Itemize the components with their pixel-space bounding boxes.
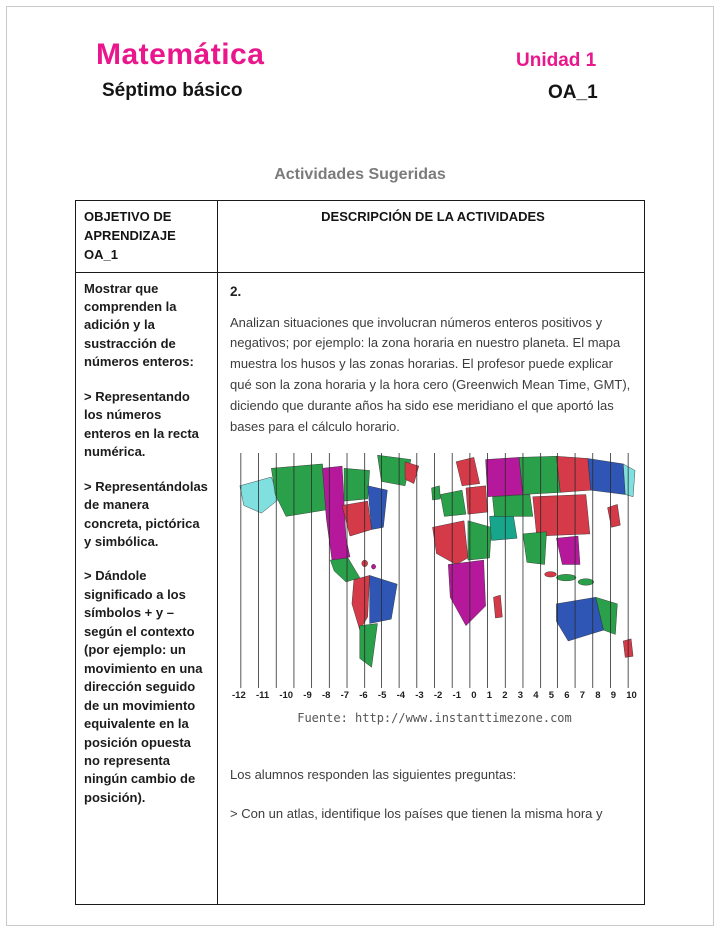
activities-table <box>75 200 645 905</box>
oa-code: OA_1 <box>548 82 598 103</box>
tick-label: 3 <box>517 690 523 702</box>
unit-label: Unidad 1 <box>516 50 597 71</box>
section-title: Actividades Sugeridas <box>274 166 446 183</box>
tick-label: -2 <box>433 690 443 702</box>
objective-cell <box>76 272 218 904</box>
tick-label: 8 <box>595 690 601 702</box>
objective-header-cell: OBJETIVO DE APRENDIZAJE OA_1 <box>76 201 218 273</box>
world-map-graphic <box>232 453 637 688</box>
tick-label: 7 <box>579 690 585 702</box>
tick-label: 1 <box>486 690 492 702</box>
tick-label: 5 <box>548 690 554 702</box>
activity-number: 2. <box>230 283 242 299</box>
tick-label: 0 <box>471 690 477 702</box>
tick-label: -9 <box>303 690 312 702</box>
questions-intro: Los alumnos responden las siguientes preguntas: <box>230 767 517 783</box>
table-header-row <box>76 201 645 273</box>
tick-label: -7 <box>340 690 350 702</box>
description-header-cell: DESCRIPCIÓN DE LA ACTIVIDADES <box>218 201 645 273</box>
tick-label: -3 <box>415 690 424 702</box>
tick-label: -12 <box>232 690 246 702</box>
objective-intro: Mostrar que comprenden la adición y la sustracción de números enteros: <box>84 280 194 370</box>
tick-label: 9 <box>610 690 616 702</box>
question-item: > Con un atlas, identifique los países que tienen la misma hora y <box>230 806 603 822</box>
page-subtitle: Séptimo básico <box>102 80 243 101</box>
tick-label: -8 <box>321 690 331 702</box>
tick-label: 4 <box>533 690 539 702</box>
tick-label: -5 <box>377 690 387 702</box>
map-source-caption: Fuente: http://www.instanttimezone.com <box>297 711 572 726</box>
tick-label: -4 <box>396 690 406 702</box>
timezone-scale <box>232 688 637 701</box>
tick-label: 10 <box>626 690 637 702</box>
page-title: Matemática <box>96 38 265 71</box>
activity-cell <box>218 272 645 904</box>
tick-label: -6 <box>359 690 368 702</box>
objective-bullet: > Representando los números enteros en la recta numérica. <box>84 388 199 460</box>
tick-label: -10 <box>279 690 294 702</box>
tick-label: -1 <box>452 690 461 702</box>
timezone-map <box>232 453 637 725</box>
tick-label: 2 <box>502 690 508 702</box>
tick-label: 6 <box>564 690 570 702</box>
objective-bullet: > Dándole significado a los símbolos + y – según el contexto (por ejemplo: un movimiento en una dirección seguido de un movimiento equivalente en la posición opuesta no representa ningún cambio de posición). <box>84 568 203 805</box>
activity-description: Analizan situaciones que involucran números enteros positivos y negativos; por ejemplo: la zona horaria en nuestro planeta. El mapa muestra los husos y las zonas horarias. El profesor puede explicar qué son la zona horaria y la hora cero (Greenwich Mean Time, GMT), diciendo que durante años ha sido ese meridiano el que aportó las bases para el cálculo horario. <box>230 314 631 434</box>
objective-bullet: > Representándolas de manera concreta, pictórica y simbólica. <box>84 478 208 549</box>
table-body-row <box>76 272 645 904</box>
tick-label: -11 <box>255 690 270 702</box>
